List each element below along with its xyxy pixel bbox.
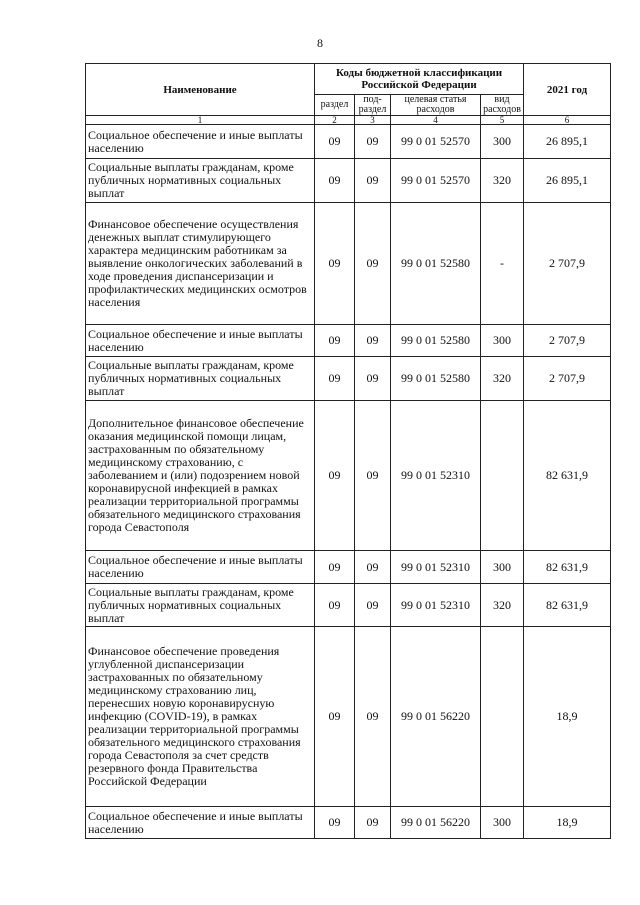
column-number: 4 xyxy=(391,116,481,125)
row-type: 320 xyxy=(481,357,524,401)
row-type: 320 xyxy=(481,159,524,203)
row-name: Финансовое обеспечение проведения углубленной диспансеризации застрахованных по обязательному медицинскому страхованию лиц, перенесших новую коронавирусную инфекцию (COVID-19), в рамках реализации территориальной программы обязательного медицинского страхования города Севастополя за счет средств резервного фонда Правительства Российской Федерации xyxy=(86,627,315,807)
row-name: Социальные выплаты гражданам, кроме публичных нормативных социальных выплат xyxy=(86,584,315,627)
row-name: Дополнительное финансовое обеспечение оказания медицинской помощи лицам, застрахованным по обязательному медицинскому страхованию, с заболеванием и (или) подозрением новой коронавирусной инфекцией в рамках реализации территориальной программы обязательного медицинского страхования города Севастополя xyxy=(86,401,315,551)
row-name: Социальное обеспечение и иные выплаты населению xyxy=(86,551,315,584)
row-amount: 82 631,9 xyxy=(524,551,611,584)
table-row xyxy=(86,125,611,159)
row-name: Социальные выплаты гражданам, кроме публичных нормативных социальных выплат xyxy=(86,159,315,203)
row-subsection: 09 xyxy=(355,584,391,627)
row-target: 99 0 01 52570 xyxy=(391,125,481,159)
row-type: 320 xyxy=(481,584,524,627)
row-subsection: 09 xyxy=(355,203,391,325)
table-row xyxy=(86,325,611,357)
row-type: 300 xyxy=(481,551,524,584)
table-row xyxy=(86,551,611,584)
row-subsection: 09 xyxy=(355,627,391,807)
row-amount: 18,9 xyxy=(524,807,611,839)
row-subsection: 09 xyxy=(355,401,391,551)
row-type: - xyxy=(481,203,524,325)
row-target: 99 0 01 52580 xyxy=(391,203,481,325)
table-row xyxy=(86,584,611,627)
header-name: Наименование xyxy=(86,64,315,116)
column-number: 1 xyxy=(86,116,315,125)
row-amount: 26 895,1 xyxy=(524,159,611,203)
row-name: Социальные выплаты гражданам, кроме публичных нормативных социальных выплат xyxy=(86,357,315,401)
row-target: 99 0 01 56220 xyxy=(391,627,481,807)
row-subsection: 09 xyxy=(355,807,391,839)
row-target: 99 0 01 52570 xyxy=(391,159,481,203)
page-number: 8 xyxy=(317,36,323,50)
table-row xyxy=(86,401,611,551)
header-year: 2021 год xyxy=(524,64,611,116)
column-number: 5 xyxy=(481,116,524,125)
row-type xyxy=(481,627,524,807)
header-section: раздел xyxy=(315,95,355,116)
column-number: 6 xyxy=(524,116,611,125)
row-type: 300 xyxy=(481,807,524,839)
row-name: Социальное обеспечение и иные выплаты населению xyxy=(86,325,315,357)
row-subsection: 09 xyxy=(355,159,391,203)
row-section: 09 xyxy=(315,125,355,159)
header-target: целевая статья расходов xyxy=(391,95,481,116)
table-row xyxy=(86,159,611,203)
table-row xyxy=(86,627,611,807)
header-subsection: под-раздел xyxy=(355,95,391,116)
budget-table xyxy=(85,63,611,839)
row-subsection: 09 xyxy=(355,357,391,401)
row-subsection: 09 xyxy=(355,325,391,357)
column-number: 2 xyxy=(315,116,355,125)
row-amount: 2 707,9 xyxy=(524,325,611,357)
row-amount: 18,9 xyxy=(524,627,611,807)
row-section: 09 xyxy=(315,325,355,357)
row-section: 09 xyxy=(315,401,355,551)
row-type: 300 xyxy=(481,125,524,159)
row-subsection: 09 xyxy=(355,125,391,159)
table-row xyxy=(86,357,611,401)
row-type: 300 xyxy=(481,325,524,357)
row-name: Социальное обеспечение и иные выплаты населению xyxy=(86,807,315,839)
row-section: 09 xyxy=(315,159,355,203)
row-target: 99 0 01 52310 xyxy=(391,584,481,627)
row-name: Финансовое обеспечение осуществления денежных выплат стимулирующего характера медицинским работникам за выявление онкологических заболеваний в ходе проведения диспансеризации и профилактических медицинских осмотров населения xyxy=(86,203,315,325)
header-codes: Коды бюджетной классификации Российской Федерации xyxy=(315,64,524,95)
table-row xyxy=(86,203,611,325)
header-expense-type: вид расходов xyxy=(481,95,524,116)
row-amount: 2 707,9 xyxy=(524,357,611,401)
row-amount: 2 707,9 xyxy=(524,203,611,325)
row-target: 99 0 01 52580 xyxy=(391,325,481,357)
row-target: 99 0 01 56220 xyxy=(391,807,481,839)
row-section: 09 xyxy=(315,807,355,839)
row-type xyxy=(481,401,524,551)
row-subsection: 09 xyxy=(355,551,391,584)
row-target: 99 0 01 52580 xyxy=(391,357,481,401)
row-section: 09 xyxy=(315,627,355,807)
row-target: 99 0 01 52310 xyxy=(391,551,481,584)
row-section: 09 xyxy=(315,357,355,401)
column-number: 3 xyxy=(355,116,391,125)
row-section: 09 xyxy=(315,203,355,325)
row-name: Социальное обеспечение и иные выплаты населению xyxy=(86,125,315,159)
row-amount: 26 895,1 xyxy=(524,125,611,159)
row-target: 99 0 01 52310 xyxy=(391,401,481,551)
row-section: 09 xyxy=(315,584,355,627)
row-amount: 82 631,9 xyxy=(524,584,611,627)
table-row xyxy=(86,807,611,839)
row-section: 09 xyxy=(315,551,355,584)
row-amount: 82 631,9 xyxy=(524,401,611,551)
